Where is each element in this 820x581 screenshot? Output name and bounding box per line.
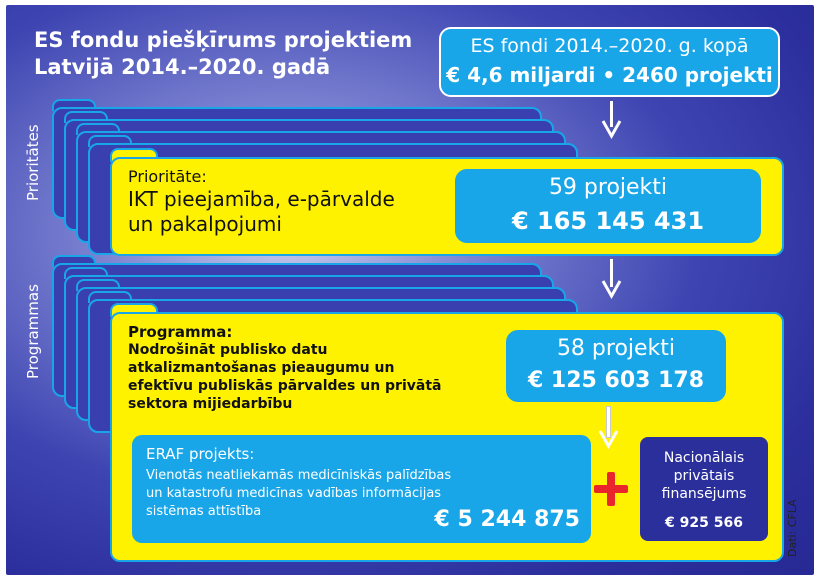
programme-name-line-4: sektora mijiedarbību [128, 396, 293, 412]
priority-name [128, 187, 395, 237]
national-line-2: privātais [673, 468, 735, 484]
priority-heading: Prioritāte: [128, 167, 207, 186]
infographic-canvas [6, 5, 814, 575]
priority-totals-box [455, 169, 761, 243]
priority-name-line-2: un pakalpojumi [128, 212, 282, 236]
total-funds-value: € 4,6 miljardi • 2460 projekti [446, 63, 773, 87]
down-arrow-head-icon [598, 427, 619, 449]
eraf-line-3: sistēmas attīstība [146, 504, 262, 519]
priority-projects-count: 59 projekti [548, 175, 668, 200]
programme-amount: € 125 603 178 [527, 368, 705, 393]
data-source-label: Dati: CFLA [786, 499, 799, 557]
plus-icon [594, 472, 628, 506]
programme-name-line-3: efektīvu publiskās pārvaldes un privātā [128, 378, 442, 394]
priority-name-line-1: IKT pieejamība, e-pārvalde [128, 187, 395, 211]
programme-projects-count: 58 projekti [556, 336, 676, 361]
priorities-side-label: Prioritātes [24, 124, 42, 201]
eraf-heading: ERAF projekts: [146, 445, 255, 463]
eraf-line-1: Vienotās neatliekamās medicīniskās palīdzības [146, 468, 452, 483]
national-line-3: finansējums [661, 486, 747, 502]
eraf-amount: € 5 244 875 [434, 507, 580, 532]
priority-amount: € 165 145 431 [511, 207, 705, 235]
national-funding-label [640, 449, 768, 503]
eraf-line-2: un katastrofu medicīnas vadības informācijas [146, 486, 442, 501]
programme-name [128, 341, 498, 413]
programmes-side-label: Programmas [24, 284, 42, 379]
programme-name-line-1: Nodrošināt publisko datu [128, 342, 328, 358]
national-private-funding-box [640, 437, 768, 541]
programme-totals-box [506, 330, 726, 402]
total-funds-box [439, 27, 780, 97]
infographic-title [34, 27, 434, 81]
national-line-1: Nacionālais [663, 450, 745, 466]
down-arrow-head-icon [601, 277, 622, 299]
programme-heading: Programma: [128, 323, 233, 341]
down-arrow-head-icon [601, 117, 622, 139]
title-line-1: ES fondu piešķīrums projektiem [34, 28, 413, 52]
programme-name-line-2: atkalizmantošanas pieaugumu un [128, 360, 395, 376]
title-line-2: Latvijā 2014.–2020. gadā [34, 55, 331, 79]
national-funding-amount: € 925 566 [665, 515, 743, 531]
total-funds-label: ES fondi 2014.–2020. g. kopā [470, 35, 749, 57]
